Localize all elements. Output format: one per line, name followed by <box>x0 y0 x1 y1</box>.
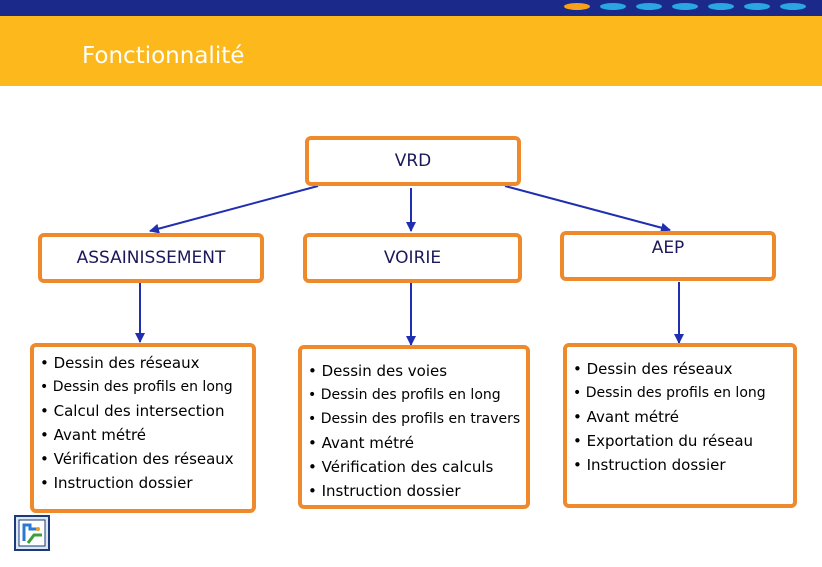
list-item: • Instruction dossier <box>308 482 461 500</box>
list-item: • Instruction dossier <box>573 456 726 474</box>
node-voirie-label: VOIRIE <box>383 248 442 268</box>
list-item: • Avant métré <box>40 426 147 444</box>
node-aep-label: AEP <box>651 238 685 258</box>
list-item: • Dessin des profils en long <box>40 379 233 395</box>
list-item: • Avant métré <box>573 408 680 426</box>
list-item: • Dessin des réseaux <box>40 354 200 372</box>
list-item: • Dessin des réseaux <box>573 360 733 378</box>
node-aep <box>560 231 776 281</box>
list-item: • Vérification des réseaux <box>40 450 234 468</box>
page-title: Fonctionnalité <box>82 43 245 69</box>
node-voirie <box>303 233 522 283</box>
node-assainissement-label: ASSAINISSEMENT <box>76 248 226 268</box>
list-assainissement <box>30 343 256 513</box>
arrow-vrd-to-aep <box>505 186 670 230</box>
list-item: • Dessin des profils en travers <box>308 411 521 427</box>
list-item: • Calcul des intersection <box>40 402 225 420</box>
node-vrd-label: VRD <box>394 151 432 171</box>
list-item: • Dessin des profils en long <box>308 387 501 403</box>
node-assainissement <box>38 233 264 283</box>
list-item: • Dessin des profils en long <box>573 385 766 401</box>
list-item: • Avant métré <box>308 434 415 452</box>
arrow-vrd-to-assainissement <box>150 186 318 231</box>
list-item: • Instruction dossier <box>40 474 193 492</box>
list-item: • Vérification des calculs <box>308 458 494 476</box>
list-item: • Dessin des voies <box>308 362 448 380</box>
list-item: • Exportation du réseau <box>573 432 754 450</box>
list-voirie <box>298 345 530 509</box>
software-logo-icon <box>14 515 50 551</box>
node-vrd <box>305 136 521 186</box>
list-aep <box>563 343 797 508</box>
